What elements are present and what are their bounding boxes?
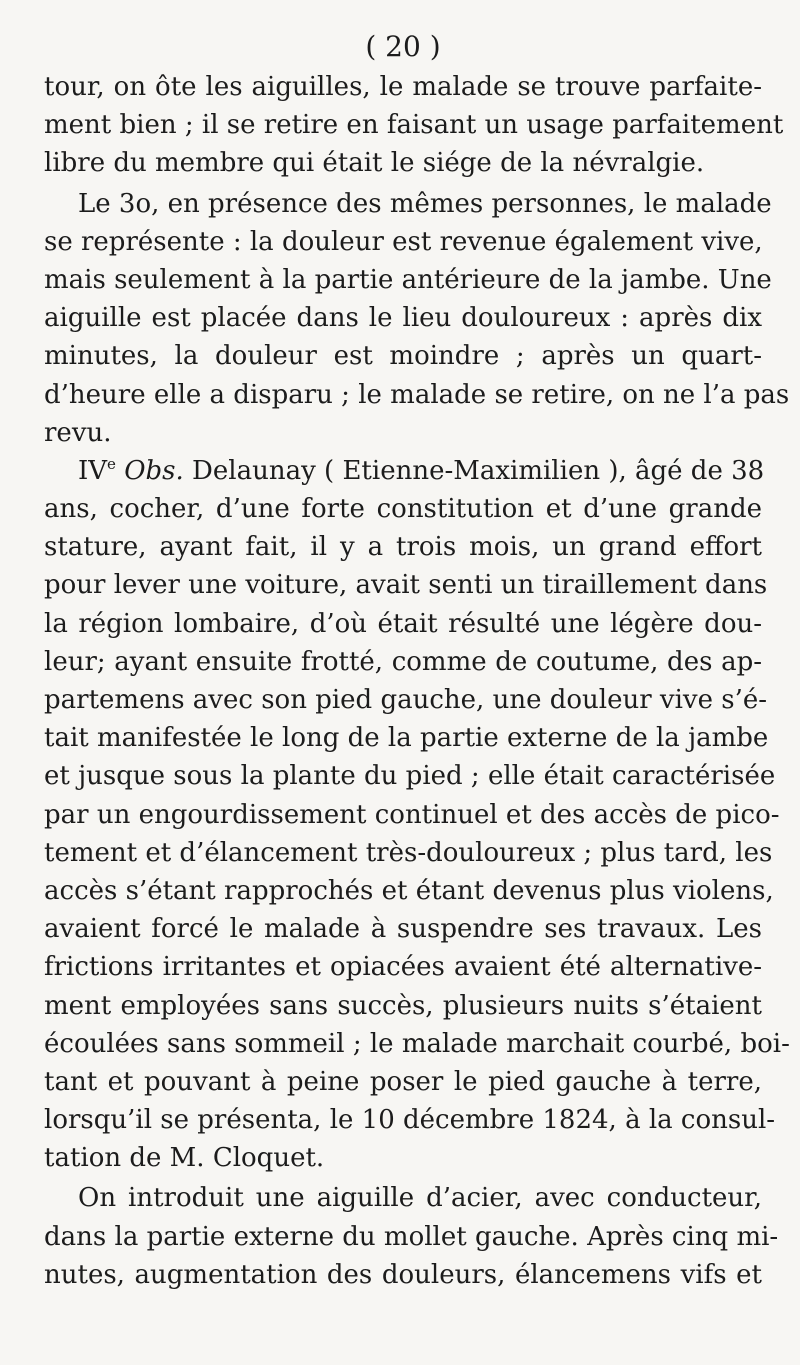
text-line: écoulées sans sommeil ; le malade marchait courbé, boi-: [44, 1028, 790, 1059]
text-line: tation de M. Cloquet.: [44, 1143, 325, 1174]
text-line: se représente : la douleur est revenue également vive,: [44, 226, 763, 257]
text-line: accès s’étant rapprochés et étant devenus plus violens,: [44, 875, 774, 906]
observation-numeral: IV: [78, 455, 108, 486]
text-line: tait manifestée le long de la partie externe de la jambe: [44, 723, 769, 754]
text-line: leur; ayant ensuite frotté, comme de coutume, des ap-: [44, 646, 762, 677]
text-line: la région lombaire, d’où était résulté une légère dou-: [44, 608, 762, 639]
paragraph-day-thirty: [44, 185, 790, 452]
text-line: revu.: [44, 417, 112, 448]
text-line: tant et pouvant à peine poser le pied gauche à terre,: [44, 1066, 762, 1097]
text-line: lorsqu’il se présenta, le 10 décembre 1824, à la consul-: [44, 1105, 776, 1136]
text-line: libre du membre qui était le siége de la névralgie.: [44, 148, 705, 179]
text-line: pour lever une voiture, avait senti un tiraillement dans: [44, 570, 768, 601]
text-line: partemens avec son pied gauche, une douleur vive s’é-: [44, 685, 768, 715]
observation-first-line: Delaunay ( Etienne-Maximilien ), âgé de 38: [192, 455, 765, 486]
text-line: d’heure elle a disparu ; le malade se retire, on ne l’a pas: [44, 379, 790, 410]
text-line: ment employées sans succès, plusieurs nuits s’étaient: [44, 990, 762, 1021]
text-line: frictions irritantes et opiacées avaient été alternative-: [44, 952, 762, 983]
text-line: Le 3o, en présence des mêmes personnes, le malade: [78, 188, 772, 219]
text-line: et jusque sous la plante du pied ; elle était caractérisée: [44, 761, 776, 792]
text-line: tour, on ôte les aiguilles, le malade se trouve parfaite-: [44, 72, 762, 102]
text-line: dans la partie externe du mollet gauche. Après cinq mi-: [44, 1221, 779, 1252]
observation-label: Obs.: [124, 455, 184, 486]
text-line: minutes, la douleur est moindre ; après un quart-: [44, 341, 762, 372]
text-line: mais seulement à la partie antérieure de la jambe. Une: [44, 264, 772, 295]
paragraph-observation-four: [44, 452, 790, 1178]
text-line: avaient forcé le malade à suspendre ses travaux. Les: [44, 914, 762, 945]
paragraph-continuation: [44, 68, 784, 183]
text-line: On introduit une aiguille d’acier, avec conducteur,: [78, 1183, 762, 1214]
text-line: stature, ayant fait, il y a trois mois, un grand effort: [44, 532, 762, 563]
page-number: ( 20 ): [365, 30, 441, 63]
observation-heading-line: [44, 452, 765, 490]
text-line: par un engourdissement continuel et des accès de pico-: [44, 799, 780, 830]
text-line: aiguille est placée dans le lieu douloureux : après dix: [44, 303, 762, 334]
text-line: nutes, augmentation des douleurs, élancemens vifs et: [44, 1259, 762, 1290]
paragraph-needle-insertion: [44, 1179, 779, 1294]
text-line: tement et d’élancement très-douloureux ; plus tard, les: [44, 837, 773, 868]
observation-numeral-sup: e: [107, 454, 116, 473]
text-line: ans, cocher, d’une forte constitution et d’une grande: [44, 494, 762, 525]
text-line: ment bien ; il se retire en faisant un usage parfaitement: [44, 110, 784, 141]
